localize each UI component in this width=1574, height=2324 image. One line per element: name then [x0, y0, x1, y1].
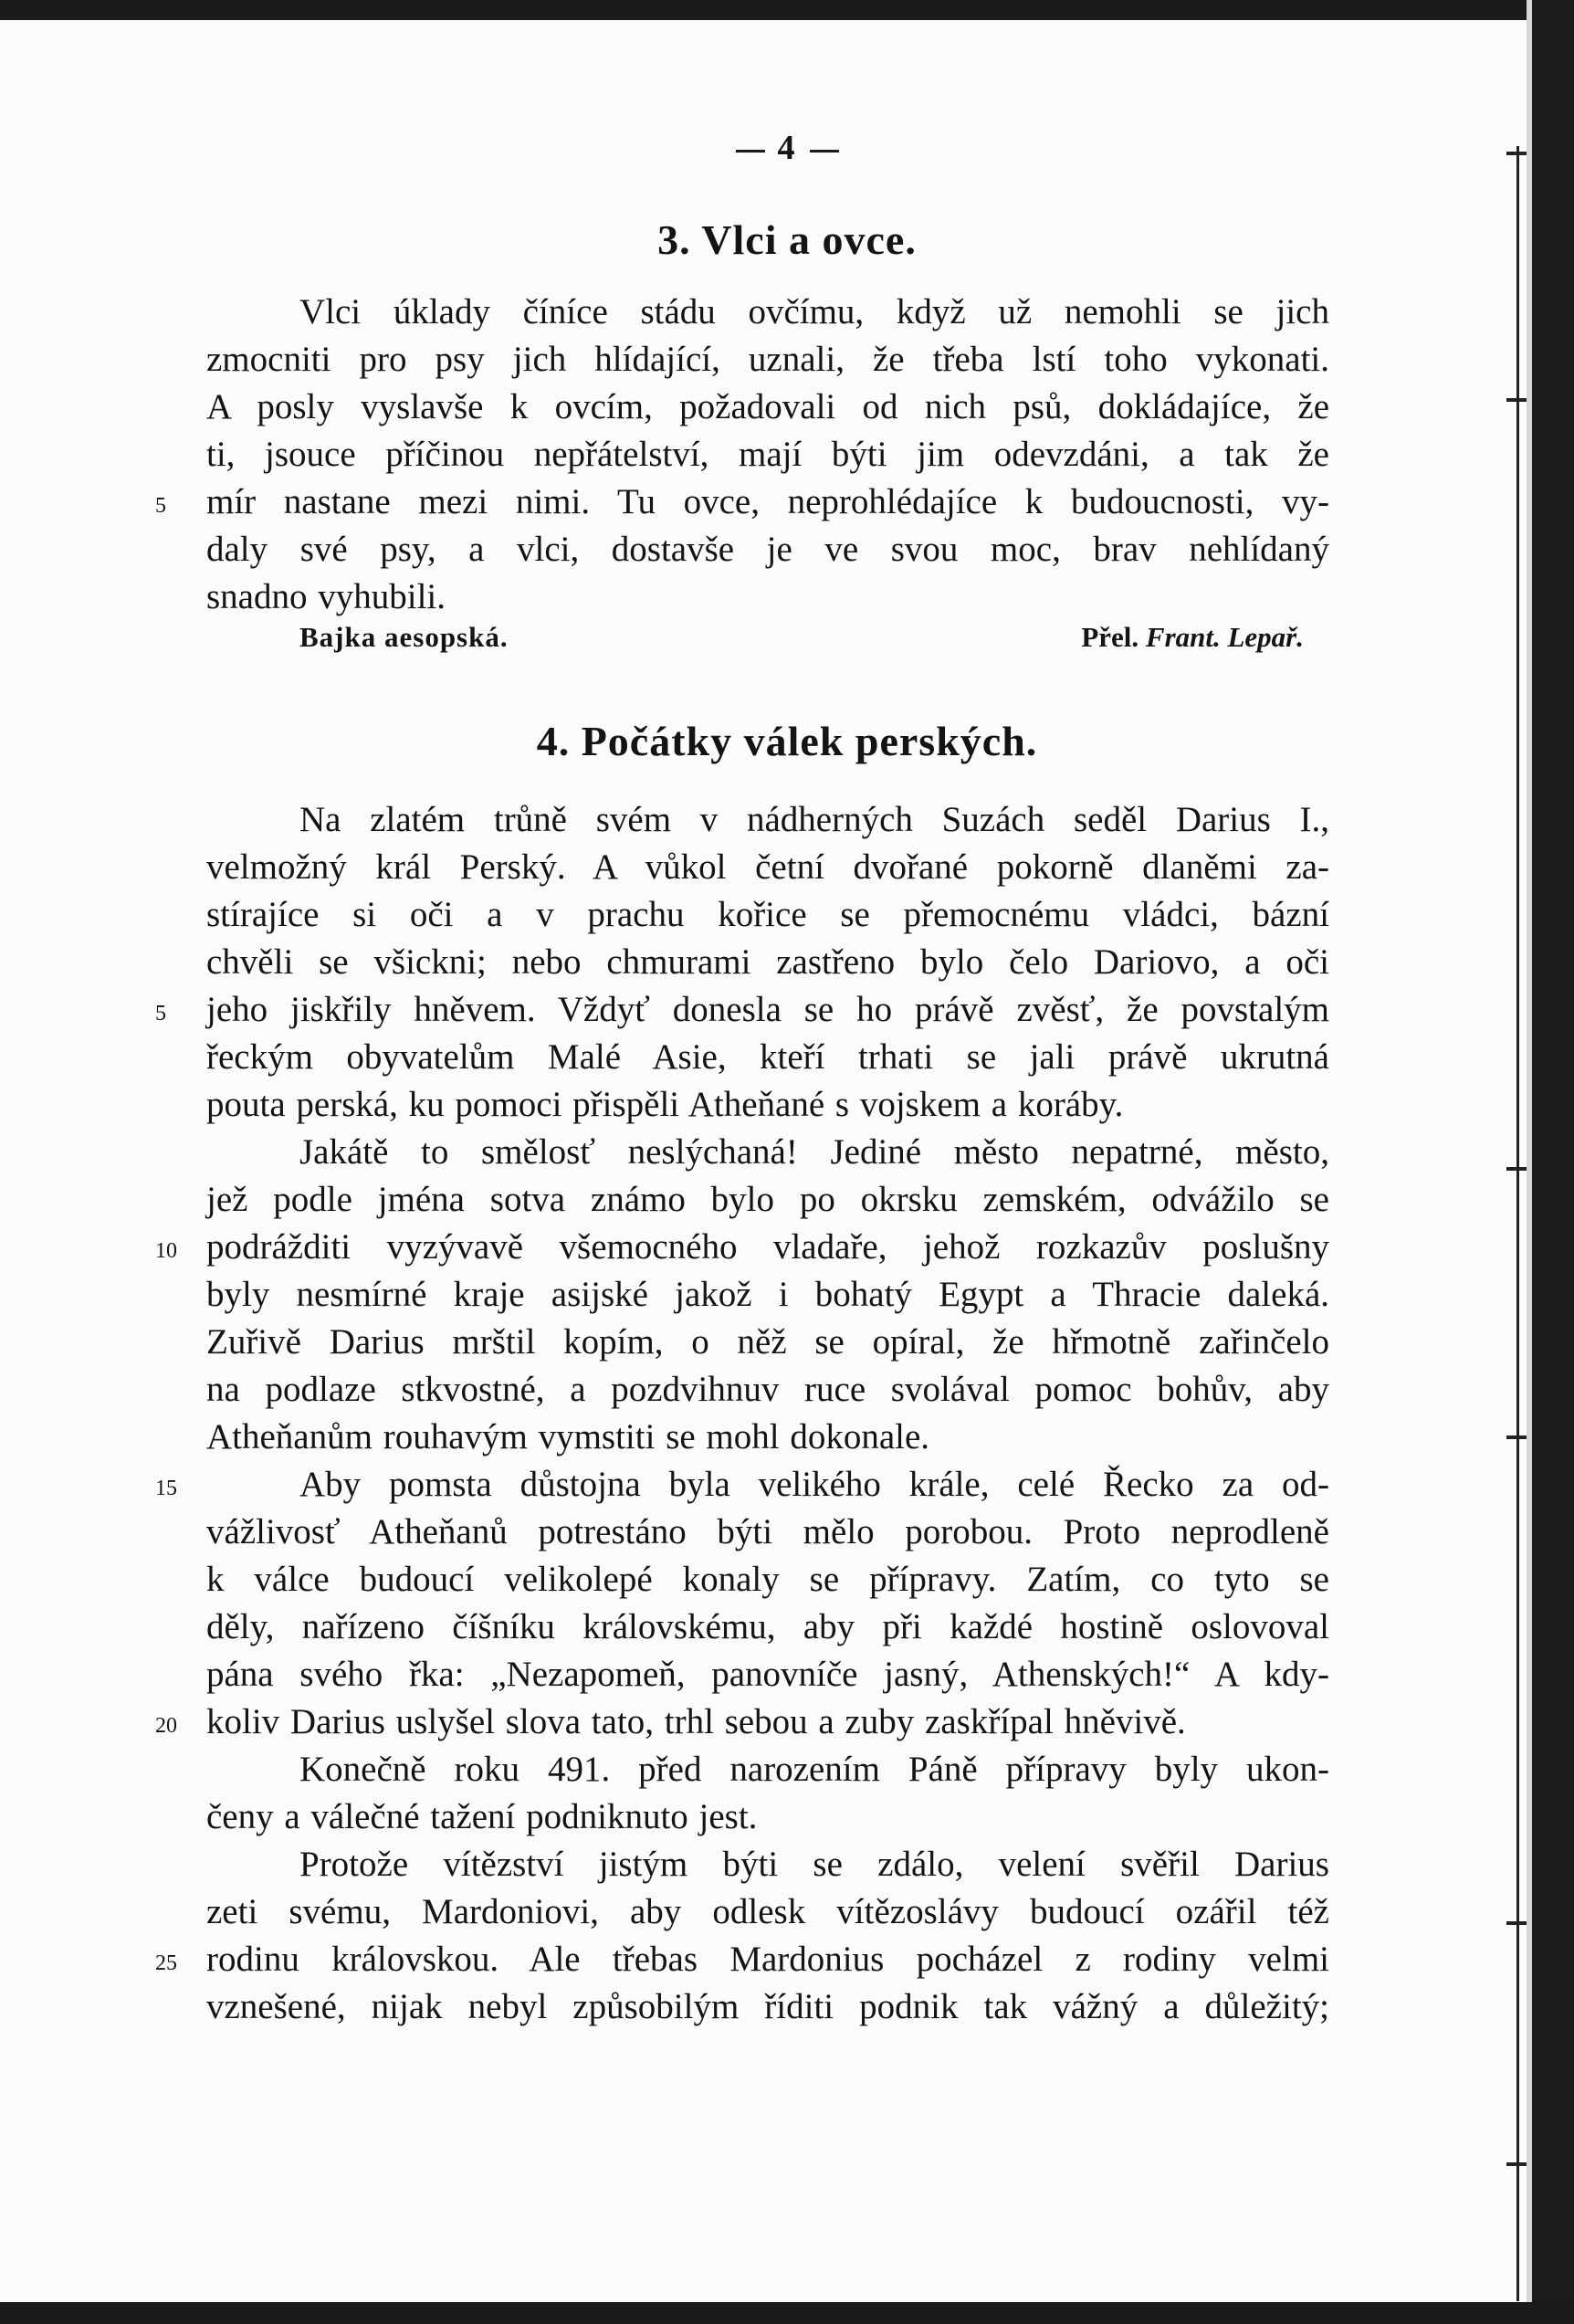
- chapter-line: stírajíce si oči a v prachu kořice se přemocnému vládci, bázní: [206, 895, 1329, 934]
- fable-line: snadno vyhubili.: [206, 577, 446, 616]
- chapter-line: jeho jiskřily hněvem. Vždyť donesla se ho právě zvěsť, že povstalým: [206, 990, 1329, 1029]
- line-number: 10: [155, 1239, 177, 1263]
- fable-translator: [1081, 614, 1304, 661]
- binding-tick: [1506, 1167, 1527, 1171]
- line-number: 25: [155, 1951, 177, 1975]
- chapter-line: velmožný král Perský. A vůkol četní dvořané pokorně dlaněmi za-: [206, 847, 1329, 887]
- chapter-line: čeny a válečné tažení podniknuto jest.: [206, 1797, 758, 1836]
- chapter-line: zeti svému, Mardoniovi, aby odlesk vítězoslávy budoucí ozářil též: [206, 1892, 1329, 1931]
- line-number: 20: [155, 1714, 177, 1738]
- chapter-line: pána svého řka: „Nezapomeň, panovníče jasný, Athenských!“ A kdy-: [206, 1655, 1329, 1694]
- chapter-line: Jakátě to smělosť neslýchaná! Jediné město nepatrné, město,: [299, 1132, 1329, 1172]
- page-number: 4: [777, 129, 797, 167]
- line-number: 5: [155, 1002, 166, 1025]
- chapter-line: řeckým obyvatelům Malé Asie, kteří trhati se jali právě ukrutná: [206, 1037, 1329, 1077]
- chapter-line: Protože vítězství jistým býti se zdálo, velení svěřil Darius: [299, 1845, 1329, 1884]
- header-dash-right: [810, 150, 839, 152]
- fable-source: Bajka aesopská.: [299, 621, 509, 653]
- chapter-line: Atheňanům rouhavým vymstiti se mohl dokonale.: [206, 1417, 930, 1456]
- line-number: 15: [155, 1477, 177, 1500]
- translator-name: Frant. Lepař.: [1145, 621, 1304, 653]
- fable-line: daly své psy, a vlci, dostavše je ve svou moc, brav nehlídaný: [206, 530, 1329, 569]
- chapter-line: vážlivosť Atheňanů potrestáno býti mělo porobou. Proto neprodleně: [206, 1512, 1329, 1551]
- chapter-line: rodinu královskou. Ale třebas Mardonius pocházel z rodiny velmi: [206, 1940, 1329, 1979]
- chapter-line: byly nesmírné kraje asijské jakož i bohatý Egypt a Thracie daleká.: [206, 1275, 1329, 1314]
- scan-edge-right: [1532, 0, 1574, 2324]
- chapter-line: Zuřivě Darius mrštil kopím, o něž se opíral, že hřmotně zařinčelo: [206, 1322, 1329, 1362]
- fable-line: zmocniti pro psy jich hlídající, uznali, že třeba lstí toho vykonati.: [206, 340, 1329, 379]
- fable-line: A posly vyslavše k ovcím, požadovali od nich psů, dokládajíce, že: [206, 387, 1329, 426]
- scan-edge-bottom: [0, 2302, 1574, 2324]
- page-binding-line: [1516, 146, 1519, 2301]
- binding-tick: [1506, 1921, 1527, 1925]
- fable-text: [206, 289, 1329, 621]
- chapter-line: na podlaze stkvostné, a pozdvihnuv ruce svolával pomoc bohův, aby: [206, 1370, 1329, 1409]
- chapter-line: Aby pomsta důstojna byla velikého krále, celé Řecko za od-: [299, 1465, 1329, 1504]
- chapter-line: vznešené, nijak nebyl způsobilým říditi podnik tak vážný a důležitý;: [206, 1987, 1329, 2026]
- header-dash-left: [736, 150, 765, 152]
- scan-edge-top: [0, 0, 1574, 20]
- fable-line: Vlci úklady číníce stádu ovčímu, když už nemohli se jich: [299, 292, 1329, 331]
- chapter-title: 4. Počátky válek perských.: [536, 718, 1038, 764]
- chapter-line: k válce budoucí velikolepé konaly se přípravy. Zatím, co tyto se: [206, 1560, 1329, 1599]
- chapter-line: podrážditi vyzývavě všemocného vladaře, jehož rozkazův poslušny: [206, 1227, 1329, 1267]
- fable-line: mír nastane mezi nimi. Tu ovce, neprohlédajíce k budoucnosti, vy-: [206, 482, 1329, 521]
- fable-attribution: [299, 614, 1304, 661]
- chapter-line: Na zlatém trůně svém v nádherných Suzách seděl Darius I.,: [299, 800, 1329, 839]
- binding-tick: [1506, 2162, 1527, 2166]
- chapter-text: [206, 796, 1329, 2031]
- chapter-line: pouta perská, ku pomoci přispěli Atheňané s vojskem a koráby.: [206, 1085, 1124, 1124]
- line-number: 5: [155, 494, 166, 518]
- page-header: [0, 128, 1574, 168]
- chapter-line: Konečně roku 491. před narozením Páně přípravy byly ukon-: [299, 1750, 1329, 1789]
- fable-line: ti, jsouce příčinou nepřátelství, mají býti jim odevzdáni, a tak že: [206, 435, 1329, 474]
- chapter-line: chvěli se všickni; nebo chmurami zastřeno bylo čelo Dariovo, a oči: [206, 942, 1329, 982]
- chapter-line: koliv Darius uslyšel slova tato, trhl sebou a zuby zaskřípal hněvivě.: [206, 1702, 1186, 1741]
- binding-tick: [1506, 398, 1527, 402]
- fable-title: 3. Vlci a ovce.: [657, 216, 917, 263]
- translator-label: Přel.: [1081, 621, 1139, 653]
- chapter-line: děly, nařízeno číšníku královskému, aby při každé hostině oslovoval: [206, 1607, 1329, 1646]
- binding-tick: [1506, 1435, 1527, 1439]
- chapter-line: jež podle jména sotva známo bylo po okrsku zemském, odvážilo se: [206, 1180, 1329, 1219]
